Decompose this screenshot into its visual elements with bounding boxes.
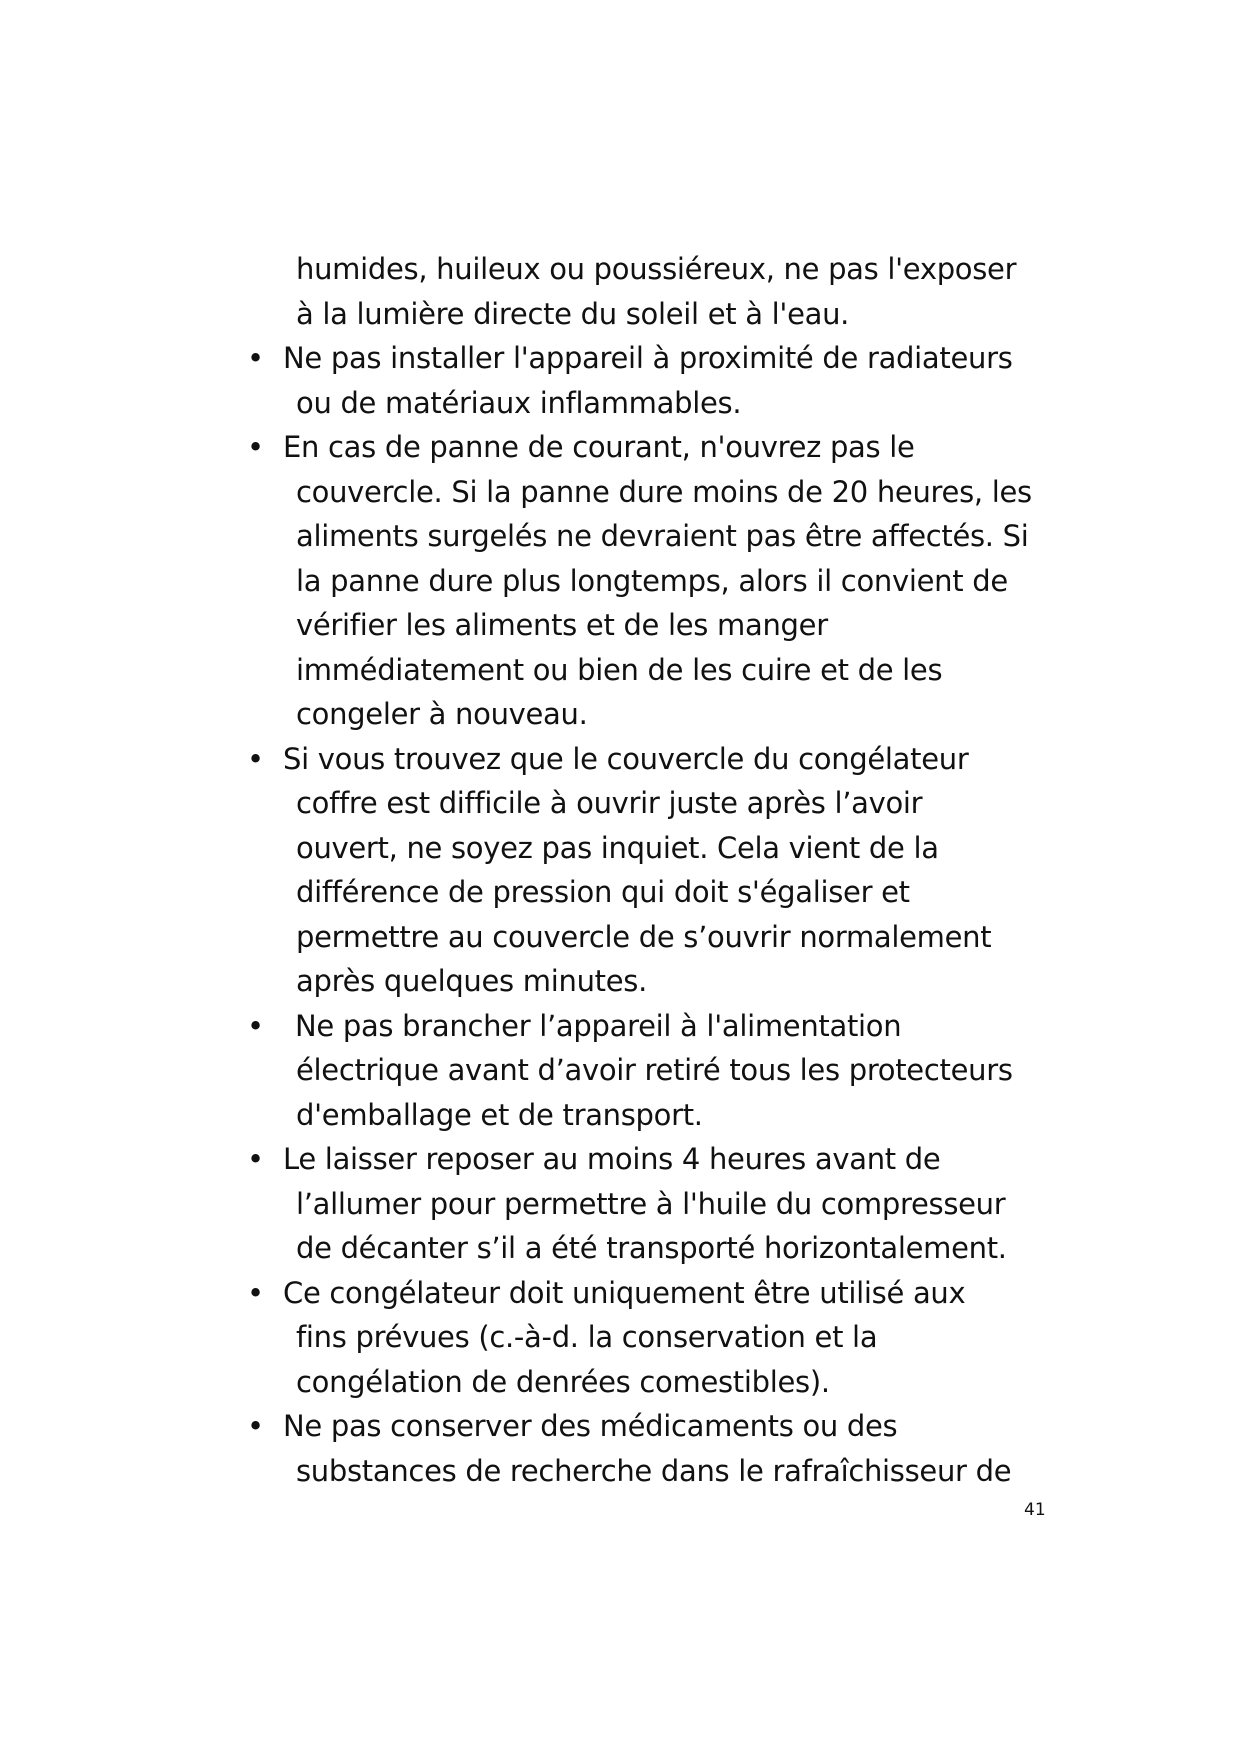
bullet-icon: • bbox=[247, 741, 264, 776]
safety-instructions-text bbox=[240, 247, 1070, 1493]
bullet-item-line: ou de matériaux inflammables. bbox=[296, 385, 742, 420]
bullet-item-line: vérifier les aliments et de les manger bbox=[296, 608, 828, 642]
bullet-item bbox=[240, 336, 1070, 425]
bullet-item-line: coffre est difficile à ouvrir juste après l’avoir bbox=[296, 786, 923, 820]
bullet-item-text: Ne pas installer l'appareil à proximité de radiateurs bbox=[283, 341, 1013, 375]
bullet-item bbox=[240, 1271, 1070, 1405]
bullet-item-first-line bbox=[240, 737, 1070, 782]
bullet-item-text: Le laisser reposer au moins 4 heures avant de bbox=[283, 1142, 941, 1176]
bullet-item-line: d'emballage et de transport. bbox=[296, 1097, 703, 1132]
bullet-item-line: après quelques minutes. bbox=[296, 964, 647, 998]
bullet-icon: • bbox=[247, 1142, 264, 1176]
bullet-icon: • bbox=[247, 430, 264, 464]
page-number: 41 bbox=[1024, 1500, 1046, 1520]
bullet-item-text: Ce congélateur doit uniquement être utilisé aux bbox=[283, 1275, 966, 1310]
bullet-item-text: Si vous trouvez que le couvercle du congélateur bbox=[283, 741, 969, 776]
intro-line: humides, huileux ou poussiéreux, ne pas l'exposer bbox=[296, 252, 1017, 286]
bullet-item-text: En cas de panne de courant, n'ouvrez pas le bbox=[283, 430, 915, 464]
bullet-item-line: substances de recherche dans le rafraîchisseur de bbox=[296, 1453, 1012, 1488]
bullet-icon: • bbox=[247, 1409, 264, 1443]
bullet-item bbox=[240, 1004, 1070, 1138]
bullet-item-line: congeler à nouveau. bbox=[296, 697, 588, 731]
bullet-item bbox=[240, 1137, 1070, 1271]
bullet-item-line: de décanter s’il a été transporté horizontalement. bbox=[296, 1231, 1007, 1265]
bullet-item-line: la panne dure plus longtemps, alors il convient de bbox=[296, 563, 1008, 598]
bullet-item-line: aliments surgelés ne devraient pas être affectés. Si bbox=[296, 519, 1029, 553]
bullet-icon: • bbox=[247, 1008, 264, 1043]
bullet-item-first-line bbox=[240, 1004, 1070, 1049]
bullet-item bbox=[240, 1404, 1070, 1493]
bullet-item-first-line bbox=[240, 1271, 1070, 1316]
bullet-item-line: l’allumer pour permettre à l'huile du compresseur bbox=[296, 1186, 1006, 1221]
bullet-item bbox=[240, 425, 1070, 737]
bullet-icon: • bbox=[247, 341, 264, 375]
bullet-item-line: ouvert, ne soyez pas inquiet. Cela vient de la bbox=[296, 830, 939, 865]
bullet-item-line: immédiatement ou bien de les cuire et de les bbox=[296, 652, 943, 687]
bullet-item-first-line bbox=[240, 336, 1070, 381]
bullet-item-first-line bbox=[240, 1404, 1070, 1449]
bullet-item-line: congélation de denrées comestibles). bbox=[296, 1364, 830, 1399]
bullet-item-text: Ne pas brancher l’appareil à l'alimentation bbox=[295, 1008, 902, 1043]
bullet-item-line: fins prévues (c.-à-d. la conservation et la bbox=[296, 1320, 878, 1354]
bullet-item-line: couvercle. Si la panne dure moins de 20 heures, les bbox=[296, 474, 1032, 509]
bullet-item-line: permettre au couvercle de s’ouvrir normalement bbox=[296, 919, 992, 954]
bullet-item-first-line bbox=[240, 1137, 1070, 1182]
bullet-item-first-line bbox=[240, 425, 1070, 470]
bullet-item bbox=[240, 737, 1070, 1004]
bullet-item-line: électrique avant d’avoir retiré tous les protecteurs bbox=[296, 1053, 1013, 1087]
bullet-item-line: différence de pression qui doit s'égaliser et bbox=[296, 875, 910, 909]
intro-line: à la lumière directe du soleil et à l'eau. bbox=[296, 296, 850, 331]
bullet-icon: • bbox=[247, 1275, 264, 1310]
bullet-item-text: Ne pas conserver des médicaments ou des bbox=[283, 1409, 898, 1443]
